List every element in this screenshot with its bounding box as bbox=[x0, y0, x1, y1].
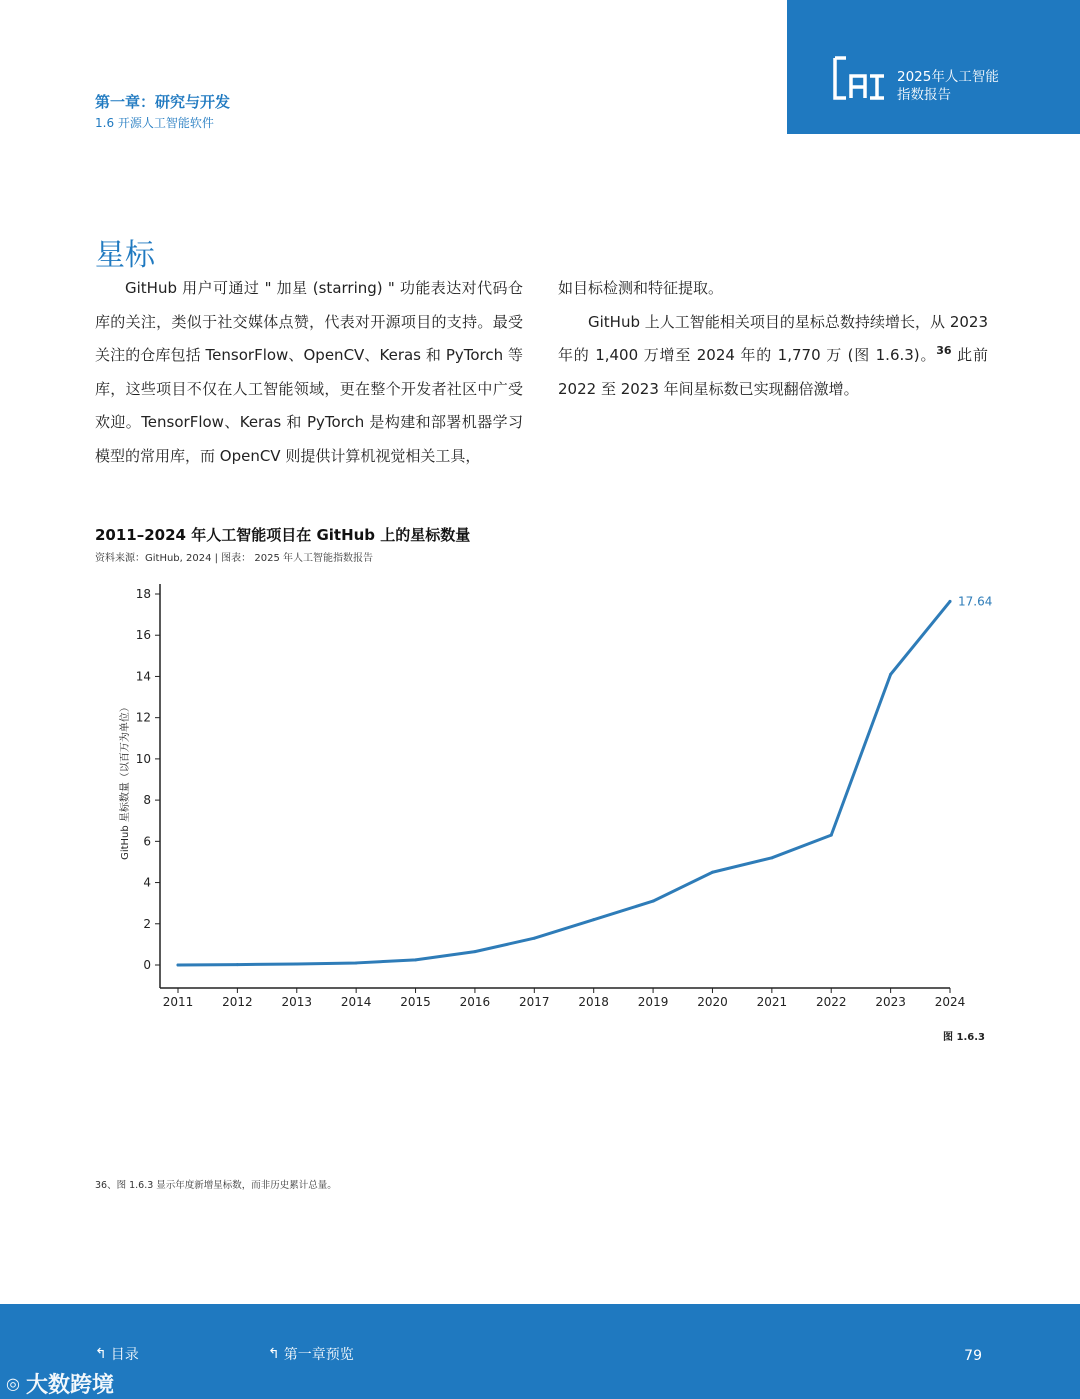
x-tick-label: 2021 bbox=[756, 995, 788, 1009]
report-name-line1: 2025年人工智能 bbox=[897, 69, 999, 85]
y-tick-label: 8 bbox=[143, 793, 151, 808]
data-point bbox=[533, 937, 536, 940]
y-tick-label: 18 bbox=[135, 587, 151, 601]
chapter-preview-link[interactable] bbox=[268, 1344, 354, 1364]
y-tick-label: 4 bbox=[143, 875, 151, 890]
body-paragraph-continued: 如目标检测和特征提取。 bbox=[558, 279, 724, 297]
x-tick-label: 2022 bbox=[815, 995, 847, 1009]
x-tick-label: 2013 bbox=[281, 995, 313, 1009]
data-point bbox=[592, 918, 595, 921]
chapter-preview-label: 第一章预览 bbox=[283, 1347, 354, 1363]
data-point bbox=[770, 856, 773, 859]
body-paragraph: GitHub 用户可通过 " 加星 (starring) " 功能表达对代码仓库的关注，类似于社交媒体点赞，代表对开源项目的支持。最受关注的仓库包括 TensorFlow、OpenCV、Keras 和 PyTorch 等库，这些项目不仅在人工智能领域，更在整个开发者社区中广受欢迎。TensorFlow、Keras 和 PyTorch 是构建和部署机器学习模型的常用库，而 OpenCV 则提供计算机视觉相关工具， bbox=[95, 279, 523, 465]
x-tick-label: 2016 bbox=[459, 995, 491, 1009]
series-line bbox=[178, 601, 950, 965]
data-point bbox=[295, 962, 298, 965]
y-axis-label: GitHub 星标数量（以百万为单位） bbox=[120, 702, 131, 860]
y-tick-label: 6 bbox=[143, 834, 151, 849]
data-point bbox=[177, 964, 180, 967]
chart-source: 资料来源：GitHub, 2024 | 图表： 2025 年人工智能指数报告 bbox=[95, 553, 373, 564]
body-column-left bbox=[95, 272, 523, 473]
x-tick-label: 2011 bbox=[162, 995, 194, 1009]
paragraph-text: GitHub 上人工智能相关项目的星标总数持续增长，从 2023 年的 1,400 万增至 2024 年的 1,770 万 (图 1.6.3)。 bbox=[558, 312, 988, 364]
body-paragraph bbox=[558, 306, 988, 407]
y-tick-label: 10 bbox=[135, 751, 151, 766]
line-chart bbox=[95, 570, 995, 1020]
x-tick-label: 2012 bbox=[222, 995, 253, 1009]
y-tick-label: 0 bbox=[143, 958, 151, 972]
x-tick-label: 2020 bbox=[697, 995, 728, 1009]
ai-logo-icon bbox=[832, 54, 888, 104]
x-tick-label: 2024 bbox=[934, 995, 966, 1009]
chart-title: 2011–2024 年人工智能项目在 GitHub 上的星标数量 bbox=[95, 526, 471, 544]
chapter-subtitle: 1.6 开源人工智能软件 bbox=[95, 116, 214, 130]
data-point bbox=[473, 950, 476, 953]
data-point bbox=[830, 834, 833, 837]
data-point bbox=[889, 673, 892, 676]
footer-bar bbox=[0, 1304, 1080, 1399]
paragraph-text: 此前 2022 至 2023 年间星标数已实现翻倍激增。 bbox=[558, 346, 988, 398]
watermark-logo-icon: ◎ bbox=[6, 1374, 20, 1393]
watermark bbox=[6, 1368, 114, 1399]
x-tick-label: 2018 bbox=[578, 995, 609, 1009]
data-point bbox=[652, 900, 655, 903]
data-point bbox=[355, 961, 358, 964]
footnote: 36、图 1.6.3 显示年度新增星标数，而非历史累计总量。 bbox=[95, 1180, 337, 1191]
toc-label: 目录 bbox=[110, 1347, 139, 1363]
report-badge bbox=[787, 0, 1080, 134]
return-arrow-icon: ↰ bbox=[268, 1346, 280, 1362]
data-point bbox=[236, 963, 239, 966]
figure-label: 图 1.6.3 bbox=[943, 1032, 985, 1043]
return-arrow-icon: ↰ bbox=[95, 1346, 107, 1362]
y-tick-label: 14 bbox=[135, 669, 151, 684]
data-point bbox=[414, 958, 417, 961]
report-name bbox=[897, 68, 1067, 104]
data-point bbox=[711, 871, 714, 874]
body-column-right bbox=[558, 272, 988, 406]
toc-link[interactable] bbox=[95, 1344, 139, 1364]
x-tick-label: 2017 bbox=[519, 995, 550, 1009]
y-tick-label: 16 bbox=[135, 628, 151, 643]
x-tick-label: 2019 bbox=[637, 995, 669, 1009]
x-tick-label: 2015 bbox=[400, 995, 431, 1009]
page-number: 79 bbox=[964, 1348, 982, 1364]
y-tick-label: 12 bbox=[135, 710, 151, 725]
footnote-ref[interactable]: 36 bbox=[936, 344, 952, 357]
report-name-line2: 指数报告 bbox=[897, 87, 951, 103]
y-tick-label: 2 bbox=[143, 916, 151, 931]
data-label-end: 17.64 bbox=[958, 594, 993, 609]
x-tick-label: 2023 bbox=[875, 995, 906, 1009]
data-point bbox=[949, 600, 952, 603]
x-tick-label: 2014 bbox=[340, 995, 372, 1009]
section-title: 星标 bbox=[95, 238, 155, 273]
chapter-title: 第一章：研究与开发 bbox=[95, 93, 231, 111]
watermark-text: 大数跨境 bbox=[25, 1373, 114, 1398]
